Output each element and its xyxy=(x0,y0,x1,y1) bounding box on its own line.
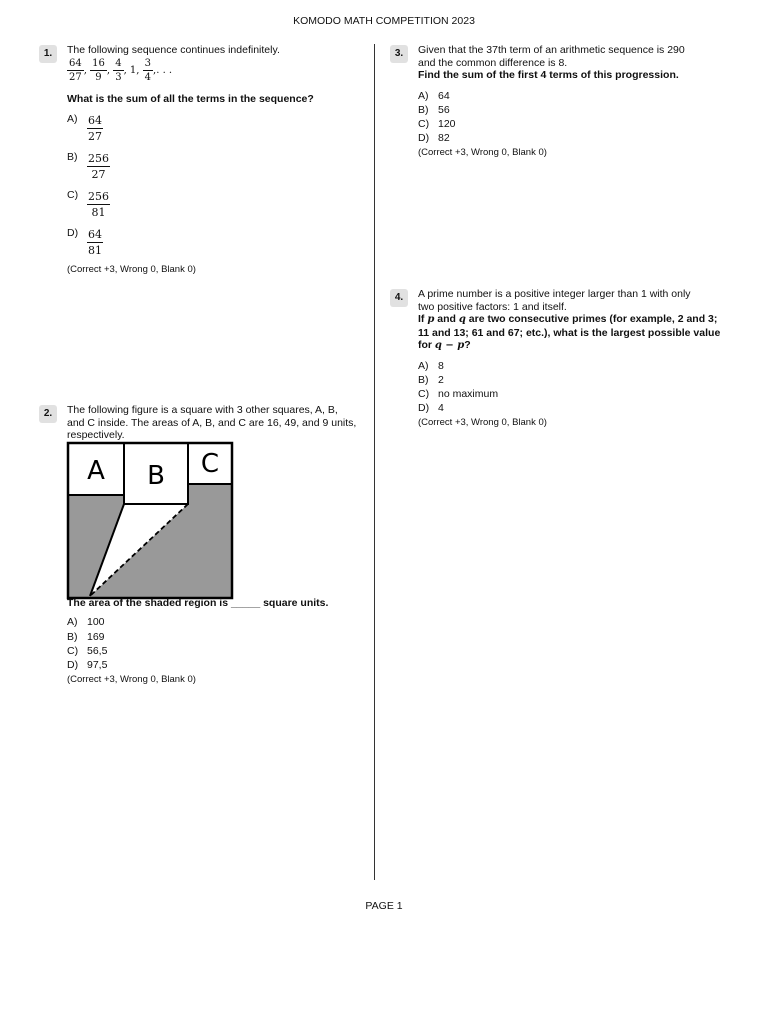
question-1-option-a[interactable]: A) $\frac{64}{27}$ xyxy=(67,113,102,143)
question-4-option-b[interactable]: B) 2 xyxy=(418,374,444,386)
question-4-scoring: (Correct +3, Wrong 0, Blank 0) xyxy=(418,417,547,428)
question-4-intro-line-1: A prime number is a positive integer larger than 1 with only xyxy=(418,288,691,300)
question-4-intro xyxy=(418,288,738,353)
question-2-intro xyxy=(67,404,367,442)
question-2-option-a[interactable]: A) 100 xyxy=(67,616,105,628)
question-1-option-d[interactable]: D) $\frac{64}{81}$ xyxy=(67,227,102,257)
question-4-option-c[interactable]: C) no maximum xyxy=(418,388,499,400)
question-2-intro-line-2: and C inside. The areas of A, B, and C are 16, 49, and 9 units, xyxy=(67,416,357,429)
question-3-option-c[interactable]: C) 120 xyxy=(418,118,456,130)
question-4-prompt-line-3: for q − p? xyxy=(418,339,471,351)
question-4-number: 4. xyxy=(390,289,408,307)
question-3-option-b[interactable]: B) 56 xyxy=(418,104,450,116)
question-2-intro-line-1: The following figure is a square with 3 other squares, A, B, xyxy=(67,404,338,416)
question-1-prompt: What is the sum of all the terms in the sequence? xyxy=(67,93,314,105)
question-2-scoring: (Correct +3, Wrong 0, Blank 0) xyxy=(67,674,196,685)
question-4-intro-line-2: two positive factors: 1 and itself. xyxy=(418,300,567,313)
question-3-prompt: Find the sum of the first 4 terms of this progression. xyxy=(418,69,679,81)
column-divider xyxy=(374,44,375,880)
squares-figure xyxy=(66,441,236,601)
label-c: C xyxy=(200,449,220,479)
question-1-sequence: $\frac{64}{27}$ , $\frac{16}{9}$ , $\frac{4}{3}$ , 1, $\frac{3}{4}$ ,. . . xyxy=(69,58,173,83)
question-3-number: 3. xyxy=(390,45,408,63)
question-2-prompt: The area of the shaded region is _____ square units. xyxy=(67,597,329,609)
question-3-intro xyxy=(418,44,728,82)
question-1-scoring: (Correct +3, Wrong 0, Blank 0) xyxy=(67,264,196,275)
question-1-number: 1. xyxy=(39,45,57,63)
question-3-intro-line-2: and the common difference is 8. xyxy=(418,56,568,69)
question-2-option-d[interactable]: D) 97,5 xyxy=(67,659,108,671)
question-1-option-b[interactable]: B) $\frac{256}{27}$ xyxy=(67,151,109,181)
label-b: B xyxy=(147,461,165,491)
question-2-number: 2. xyxy=(39,405,57,423)
question-3-option-d[interactable]: D) 82 xyxy=(418,132,450,144)
question-4-option-a[interactable]: A) 8 xyxy=(418,360,444,372)
question-2-option-b[interactable]: B) 169 xyxy=(67,631,105,643)
question-2-intro-line-3: respectively. xyxy=(67,429,125,441)
label-a: A xyxy=(87,456,105,486)
question-4-prompt-line-1: If p and q are two consecutive primes (for example, 2 and 3; xyxy=(418,313,718,325)
question-3-option-a[interactable]: A) 64 xyxy=(418,90,450,102)
question-3-scoring: (Correct +3, Wrong 0, Blank 0) xyxy=(418,147,547,158)
question-3-intro-line-1: Given that the 37th term of an arithmetic sequence is 290 xyxy=(418,44,685,56)
question-4-option-d[interactable]: D) 4 xyxy=(418,402,444,414)
question-2-option-c[interactable]: C) 56,5 xyxy=(67,645,108,657)
question-1-option-c[interactable]: C) $\frac{256}{81}$ xyxy=(67,189,109,219)
page-footer: PAGE 1 xyxy=(365,900,403,912)
page-header: KOMODO MATH COMPETITION 2023 xyxy=(293,15,475,27)
question-1-intro: The following sequence continues indefinitely. xyxy=(67,44,280,56)
question-4-prompt-line-2: 11 and 13; 61 and 67; etc.), what is the largest possible value xyxy=(418,326,721,339)
